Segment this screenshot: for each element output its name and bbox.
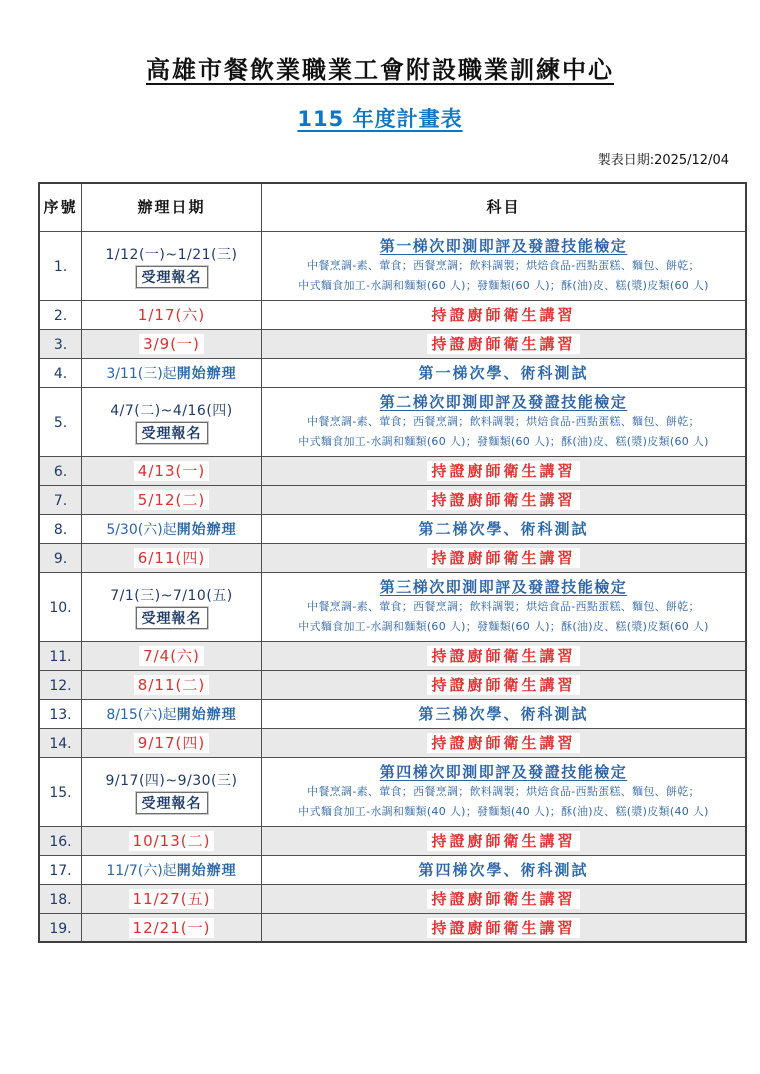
table-row bbox=[39, 456, 746, 485]
date-cell bbox=[82, 231, 262, 300]
table-row bbox=[39, 884, 746, 913]
row-number: 3. bbox=[53, 337, 68, 353]
table-row bbox=[39, 641, 746, 670]
date-cell bbox=[82, 757, 262, 826]
row-number-cell bbox=[39, 884, 82, 913]
page-subtitle: 115 年度計畫表 bbox=[297, 107, 463, 131]
lecture-subject: 持證廚師衛生講習 bbox=[427, 646, 579, 666]
row-number: 12. bbox=[49, 678, 72, 694]
lecture-date: 3/9(一) bbox=[139, 334, 204, 354]
test-start-date bbox=[106, 863, 236, 879]
header-row bbox=[39, 183, 746, 231]
test-date-prefix: 3/11(三)起 bbox=[106, 365, 177, 382]
date-cell bbox=[82, 456, 262, 485]
test-date-action: 開始辦理 bbox=[176, 521, 237, 538]
row-number-cell bbox=[39, 641, 82, 670]
row-number-cell bbox=[39, 913, 82, 942]
lecture-date: 8/11(二) bbox=[134, 675, 209, 695]
subject-cell bbox=[262, 231, 747, 300]
date-cell bbox=[82, 543, 262, 572]
lecture-subject: 持證廚師衛生講習 bbox=[431, 306, 576, 324]
table-row bbox=[39, 757, 746, 826]
date-cell bbox=[82, 300, 262, 329]
subject-cell bbox=[262, 913, 747, 942]
registration-badge-wrap bbox=[84, 264, 259, 288]
subject-cell bbox=[262, 884, 747, 913]
date-cell bbox=[82, 514, 262, 543]
row-number: 9. bbox=[53, 551, 68, 567]
row-number-cell bbox=[39, 826, 82, 855]
lecture-date: 11/27(五) bbox=[129, 889, 215, 909]
subject-cell bbox=[262, 485, 747, 514]
date-cell bbox=[82, 699, 262, 728]
exam-subjects-line1: 中餐烹調-素、葷食；西餐烹調；飲料調製；烘焙食品-西點蛋糕、麵包、餅乾； bbox=[307, 784, 700, 798]
row-number-cell bbox=[39, 543, 82, 572]
lecture-date: 10/13(二) bbox=[129, 831, 215, 851]
header-no: 序號 bbox=[39, 183, 82, 231]
table-row bbox=[39, 514, 746, 543]
test-date-prefix: 5/30(六)起 bbox=[106, 521, 177, 538]
exam-session-title: 第二梯次即測即評及發證技能檢定 bbox=[379, 392, 628, 411]
row-number-cell bbox=[39, 855, 82, 884]
row-number: 16. bbox=[49, 834, 72, 850]
date-cell bbox=[82, 387, 262, 456]
test-start-date bbox=[106, 707, 236, 723]
row-number: 10. bbox=[49, 600, 72, 616]
row-number: 2. bbox=[53, 308, 68, 324]
subject-cell bbox=[262, 699, 747, 728]
table-row bbox=[39, 728, 746, 757]
registration-period: 1/12(一)~1/21(三) bbox=[105, 246, 238, 263]
table-row bbox=[39, 699, 746, 728]
row-number-cell bbox=[39, 231, 82, 300]
subject-cell bbox=[262, 300, 747, 329]
table-row bbox=[39, 231, 746, 300]
lecture-date: 1/17(六) bbox=[137, 306, 206, 324]
row-number-cell bbox=[39, 757, 82, 826]
row-number-cell bbox=[39, 728, 82, 757]
test-subject: 第二梯次學、術科測試 bbox=[418, 520, 589, 538]
row-number-cell bbox=[39, 670, 82, 699]
lecture-date: 5/12(二) bbox=[134, 490, 209, 510]
page-title: 高雄市餐飲業職業工會附設職業訓練中心 bbox=[146, 56, 614, 84]
table-row bbox=[39, 358, 746, 387]
row-number-cell bbox=[39, 699, 82, 728]
subject-cell bbox=[262, 728, 747, 757]
table-row bbox=[39, 913, 746, 942]
table-row bbox=[39, 543, 746, 572]
row-number: 18. bbox=[49, 892, 72, 908]
subject-cell bbox=[262, 757, 747, 826]
subject-cell bbox=[262, 329, 747, 358]
exam-session-title: 第一梯次即測即評及發證技能檢定 bbox=[379, 236, 628, 255]
subject-cell bbox=[262, 855, 747, 884]
row-number-cell bbox=[39, 572, 82, 641]
schedule-table-body bbox=[39, 231, 746, 942]
exam-subjects-line1: 中餐烹調-素、葷食；西餐烹調；飲料調製；烘焙食品-西點蛋糕、麵包、餅乾； bbox=[307, 258, 700, 272]
made-date-label: 製表日期:2025/12/04 bbox=[597, 153, 729, 168]
subject-cell bbox=[262, 641, 747, 670]
lecture-subject: 持證廚師衛生講習 bbox=[427, 918, 579, 938]
test-start-date bbox=[106, 522, 236, 538]
header-date: 辦理日期 bbox=[82, 183, 262, 231]
row-number: 14. bbox=[49, 736, 72, 752]
date-cell bbox=[82, 641, 262, 670]
registration-badge: 受理報名 bbox=[136, 266, 208, 288]
row-number: 11. bbox=[49, 649, 72, 665]
table-row bbox=[39, 485, 746, 514]
date-cell bbox=[82, 358, 262, 387]
subject-cell bbox=[262, 456, 747, 485]
subject-cell bbox=[262, 670, 747, 699]
test-date-prefix: 8/15(六)起 bbox=[106, 706, 177, 723]
date-cell bbox=[82, 913, 262, 942]
lecture-date: 4/13(一) bbox=[134, 461, 209, 481]
lecture-subject: 持證廚師衛生講習 bbox=[427, 889, 579, 909]
exam-subjects-line2: 中式麵食加工-水調和麵類(60 人)；發麵類(60 人)；酥(油)皮、糕(漿)皮類(60 人) bbox=[298, 279, 709, 293]
table-row bbox=[39, 387, 746, 456]
test-subject: 第三梯次學、術科測試 bbox=[418, 705, 589, 723]
lecture-date: 7/4(六) bbox=[139, 646, 204, 666]
exam-subjects-line2: 中式麵食加工-水調和麵類(60 人)；發麵類(60 人)；酥(油)皮、糕(漿)皮類(60 人) bbox=[298, 620, 709, 634]
lecture-subject: 持證廚師衛生講習 bbox=[427, 675, 579, 695]
registration-badge-wrap bbox=[84, 605, 259, 629]
registration-period: 7/1(三)~7/10(五) bbox=[110, 587, 233, 604]
exam-subjects-line1: 中餐烹調-素、葷食；西餐烹調；飲料調製；烘焙食品-西點蛋糕、麵包、餅乾； bbox=[307, 599, 700, 613]
table-row bbox=[39, 670, 746, 699]
test-date-action: 開始辦理 bbox=[176, 862, 237, 879]
exam-subjects-line2: 中式麵食加工-水調和麵類(60 人)；發麵類(60 人)；酥(油)皮、糕(漿)皮類(60 人) bbox=[298, 435, 709, 449]
date-cell bbox=[82, 884, 262, 913]
subject-cell bbox=[262, 572, 747, 641]
exam-session-title: 第三梯次即測即評及發證技能檢定 bbox=[379, 577, 628, 596]
exam-subjects-line1: 中餐烹調-素、葷食；西餐烹調；飲料調製；烘焙食品-西點蛋糕、麵包、餅乾； bbox=[307, 414, 700, 428]
table-row bbox=[39, 300, 746, 329]
row-number-cell bbox=[39, 456, 82, 485]
lecture-subject: 持證廚師衛生講習 bbox=[427, 831, 579, 851]
registration-period: 9/17(四)~9/30(三) bbox=[105, 772, 238, 789]
row-number: 8. bbox=[53, 522, 68, 538]
exam-subjects-line2: 中式麵食加工-水調和麵類(40 人)；發麵類(40 人)；酥(油)皮、糕(漿)皮類(40 人) bbox=[298, 805, 709, 819]
row-number: 4. bbox=[53, 366, 68, 382]
lecture-date: 9/17(四) bbox=[134, 733, 209, 753]
row-number-cell bbox=[39, 387, 82, 456]
table-row bbox=[39, 855, 746, 884]
registration-badge-wrap bbox=[84, 790, 259, 814]
schedule-table-head bbox=[39, 183, 746, 231]
date-cell bbox=[82, 670, 262, 699]
row-number: 19. bbox=[49, 920, 72, 937]
table-row bbox=[39, 329, 746, 358]
lecture-date: 12/21(一) bbox=[129, 918, 215, 938]
registration-badge: 受理報名 bbox=[136, 792, 208, 814]
row-number: 7. bbox=[53, 493, 68, 509]
lecture-subject: 持證廚師衛生講習 bbox=[427, 461, 579, 481]
row-number: 6. bbox=[53, 464, 68, 480]
exam-session-title: 第四梯次即測即評及發證技能檢定 bbox=[379, 762, 628, 781]
test-date-action: 開始辦理 bbox=[176, 365, 237, 382]
row-number: 17. bbox=[49, 863, 72, 879]
test-date-action: 開始辦理 bbox=[176, 706, 237, 723]
test-date-prefix: 11/7(六)起 bbox=[106, 862, 177, 879]
date-cell bbox=[82, 329, 262, 358]
registration-badge: 受理報名 bbox=[136, 607, 208, 629]
row-number: 15. bbox=[49, 785, 72, 801]
lecture-subject: 持證廚師衛生講習 bbox=[427, 548, 579, 568]
lecture-date: 6/11(四) bbox=[134, 548, 209, 568]
subject-cell bbox=[262, 514, 747, 543]
date-cell bbox=[82, 572, 262, 641]
subject-cell bbox=[262, 387, 747, 456]
subject-cell bbox=[262, 543, 747, 572]
table-row bbox=[39, 572, 746, 641]
row-number: 1. bbox=[53, 259, 68, 275]
subject-cell bbox=[262, 826, 747, 855]
header-subject: 科目 bbox=[262, 183, 747, 231]
lecture-subject: 持證廚師衛生講習 bbox=[427, 733, 579, 753]
row-number-cell bbox=[39, 485, 82, 514]
test-start-date bbox=[106, 366, 236, 382]
date-cell bbox=[82, 855, 262, 884]
test-subject: 第四梯次學、術科測試 bbox=[418, 861, 589, 879]
row-number-cell bbox=[39, 329, 82, 358]
row-number-cell bbox=[39, 300, 82, 329]
row-number-cell bbox=[39, 358, 82, 387]
row-number: 5. bbox=[53, 415, 68, 431]
lecture-subject: 持證廚師衛生講習 bbox=[427, 334, 579, 354]
row-number-cell bbox=[39, 514, 82, 543]
date-cell bbox=[82, 826, 262, 855]
lecture-subject: 持證廚師衛生講習 bbox=[427, 490, 579, 510]
subject-cell bbox=[262, 358, 747, 387]
date-cell bbox=[82, 728, 262, 757]
test-subject: 第一梯次學、術科測試 bbox=[418, 364, 589, 382]
registration-badge: 受理報名 bbox=[136, 422, 208, 444]
date-cell bbox=[82, 485, 262, 514]
table-row bbox=[39, 826, 746, 855]
registration-period: 4/7(二)~4/16(四) bbox=[110, 402, 233, 419]
registration-badge-wrap bbox=[84, 420, 259, 444]
schedule-table bbox=[38, 182, 747, 943]
row-number: 13. bbox=[49, 707, 72, 723]
